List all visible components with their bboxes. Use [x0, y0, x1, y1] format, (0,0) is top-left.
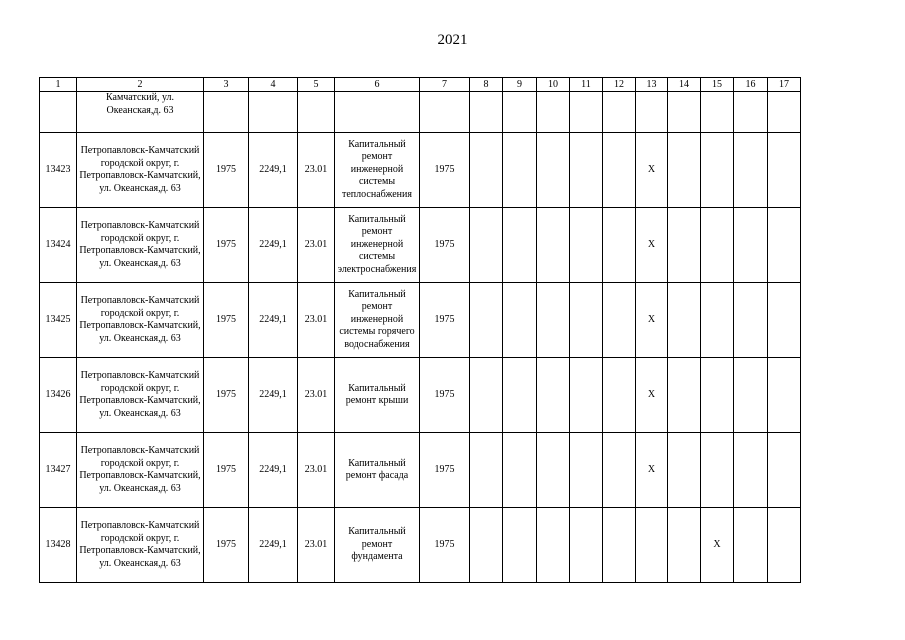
work-type-cell: Капитальный ремонт крыши [335, 358, 420, 433]
table-cell [298, 92, 335, 133]
mark-cell [636, 508, 668, 583]
column-header: 11 [570, 78, 603, 92]
year-built-cell: 1975 [204, 283, 249, 358]
mark-cell [668, 358, 701, 433]
year-cell: 1975 [420, 358, 470, 433]
mark-cell [470, 358, 503, 433]
mark-cell [570, 283, 603, 358]
mark-cell [734, 133, 768, 208]
mark-cell: X [636, 283, 668, 358]
table-cell [570, 92, 603, 133]
table-cell [249, 92, 298, 133]
mark-cell: X [701, 508, 734, 583]
table-cell [636, 92, 668, 133]
column-header: 8 [470, 78, 503, 92]
code-cell: 23.01 [298, 208, 335, 283]
code-cell: 23.01 [298, 358, 335, 433]
column-header: 17 [768, 78, 801, 92]
address-cell: Петропавловск-Камчатский городской округ, г. Петропавловск-Камчатский, ул. Океанская,д. 63 [77, 133, 204, 208]
year-cell: 1975 [420, 208, 470, 283]
mark-cell [668, 208, 701, 283]
mark-cell [470, 508, 503, 583]
table-cell [603, 92, 636, 133]
work-type-cell: Капитальный ремонт фасада [335, 433, 420, 508]
mark-cell [701, 283, 734, 358]
mark-cell [570, 508, 603, 583]
mark-cell [503, 208, 537, 283]
mark-cell [734, 508, 768, 583]
year-cell: 1975 [420, 133, 470, 208]
mark-cell [668, 133, 701, 208]
column-header: 5 [298, 78, 335, 92]
mark-cell [734, 358, 768, 433]
mark-cell [503, 358, 537, 433]
address-cell: Петропавловск-Камчатский городской округ, г. Петропавловск-Камчатский, ул. Океанская,д. 63 [77, 508, 204, 583]
column-number-row [40, 78, 801, 92]
table-cell [40, 92, 77, 133]
table-row [40, 508, 801, 583]
column-header: 13 [636, 78, 668, 92]
mark-cell [570, 208, 603, 283]
mark-cell [603, 208, 636, 283]
mark-cell: X [636, 133, 668, 208]
column-header: 4 [249, 78, 298, 92]
row-id-cell: 13427 [40, 433, 77, 508]
table-cell [701, 92, 734, 133]
mark-cell [603, 133, 636, 208]
address-cell: Петропавловск-Камчатский городской округ, г. Петропавловск-Камчатский, ул. Океанская,д. 63 [77, 208, 204, 283]
column-header: 12 [603, 78, 636, 92]
table-cell [537, 92, 570, 133]
column-header: 2 [77, 78, 204, 92]
table-cell [335, 92, 420, 133]
year-cell: 1975 [420, 508, 470, 583]
table-cell [768, 92, 801, 133]
mark-cell: X [636, 433, 668, 508]
column-header: 14 [668, 78, 701, 92]
code-cell: 23.01 [298, 508, 335, 583]
mark-cell [470, 283, 503, 358]
column-header: 16 [734, 78, 768, 92]
mark-cell [734, 433, 768, 508]
mark-cell [470, 133, 503, 208]
mark-cell [503, 133, 537, 208]
year-built-cell: 1975 [204, 433, 249, 508]
mark-cell [701, 208, 734, 283]
mark-cell [603, 433, 636, 508]
address-cell: Петропавловск-Камчатский городской округ, г. Петропавловск-Камчатский, ул. Океанская,д. 63 [77, 358, 204, 433]
mark-cell [668, 433, 701, 508]
work-type-cell: Капитальный ремонт инженерной системы теплоснабжения [335, 133, 420, 208]
mark-cell [768, 433, 801, 508]
area-cell: 2249,1 [249, 508, 298, 583]
mark-cell [603, 358, 636, 433]
column-header: 15 [701, 78, 734, 92]
area-cell: 2249,1 [249, 358, 298, 433]
mark-cell [701, 358, 734, 433]
table-row [40, 433, 801, 508]
address-cell: Петропавловск-Камчатский городской округ, г. Петропавловск-Камчатский, ул. Океанская,д. 63 [77, 433, 204, 508]
table-cell [204, 92, 249, 133]
mark-cell [603, 508, 636, 583]
mark-cell [537, 433, 570, 508]
mark-cell [537, 358, 570, 433]
mark-cell [768, 283, 801, 358]
table-cell [668, 92, 701, 133]
mark-cell [701, 133, 734, 208]
column-header: 7 [420, 78, 470, 92]
year-built-cell: 1975 [204, 508, 249, 583]
column-header: 9 [503, 78, 537, 92]
mark-cell: X [636, 358, 668, 433]
mark-cell [768, 208, 801, 283]
column-header: 3 [204, 78, 249, 92]
area-cell: 2249,1 [249, 433, 298, 508]
mark-cell [537, 508, 570, 583]
mark-cell [668, 283, 701, 358]
year-built-cell: 1975 [204, 133, 249, 208]
mark-cell [470, 208, 503, 283]
mark-cell [701, 433, 734, 508]
mark-cell [734, 208, 768, 283]
mark-cell [734, 283, 768, 358]
mark-cell [503, 433, 537, 508]
mark-cell [570, 358, 603, 433]
mark-cell [503, 508, 537, 583]
work-type-cell: Капитальный ремонт инженерной системы электроснабжения [335, 208, 420, 283]
mark-cell [768, 133, 801, 208]
mark-cell [503, 283, 537, 358]
mark-cell [537, 133, 570, 208]
table-cell [734, 92, 768, 133]
mark-cell [603, 283, 636, 358]
row-id-cell: 13428 [40, 508, 77, 583]
code-cell: 23.01 [298, 133, 335, 208]
continuation-row [40, 92, 801, 133]
row-id-cell: 13423 [40, 133, 77, 208]
column-header: 6 [335, 78, 420, 92]
year-cell: 1975 [420, 283, 470, 358]
page-year-heading: 2021 [437, 32, 468, 48]
work-type-cell: Капитальный ремонт фундамента [335, 508, 420, 583]
mark-cell: X [636, 208, 668, 283]
mark-cell [537, 283, 570, 358]
column-header: 10 [537, 78, 570, 92]
table-cell [470, 92, 503, 133]
table-row [40, 133, 801, 208]
year-built-cell: 1975 [204, 358, 249, 433]
year-cell: 1975 [420, 433, 470, 508]
row-id-cell: 13424 [40, 208, 77, 283]
table-row [40, 208, 801, 283]
mark-cell [570, 133, 603, 208]
mark-cell [570, 433, 603, 508]
code-cell: 23.01 [298, 283, 335, 358]
year-built-cell: 1975 [204, 208, 249, 283]
table-cell [420, 92, 470, 133]
mark-cell [537, 208, 570, 283]
table-row [40, 283, 801, 358]
column-header: 1 [40, 78, 77, 92]
address-cell: Камчатский, ул. Океанская,д. 63 [77, 92, 204, 133]
table-cell [503, 92, 537, 133]
work-type-cell: Капитальный ремонт инженерной системы горячего водоснабжения [335, 283, 420, 358]
area-cell: 2249,1 [249, 208, 298, 283]
code-cell: 23.01 [298, 433, 335, 508]
area-cell: 2249,1 [249, 283, 298, 358]
row-id-cell: 13426 [40, 358, 77, 433]
mark-cell [768, 508, 801, 583]
table-row [40, 358, 801, 433]
mark-cell [768, 358, 801, 433]
area-cell: 2249,1 [249, 133, 298, 208]
mark-cell [470, 433, 503, 508]
row-id-cell: 13425 [40, 283, 77, 358]
capital-repair-table [39, 77, 801, 583]
mark-cell [668, 508, 701, 583]
address-cell: Петропавловск-Камчатский городской округ, г. Петропавловск-Камчатский, ул. Океанская,д. 63 [77, 283, 204, 358]
